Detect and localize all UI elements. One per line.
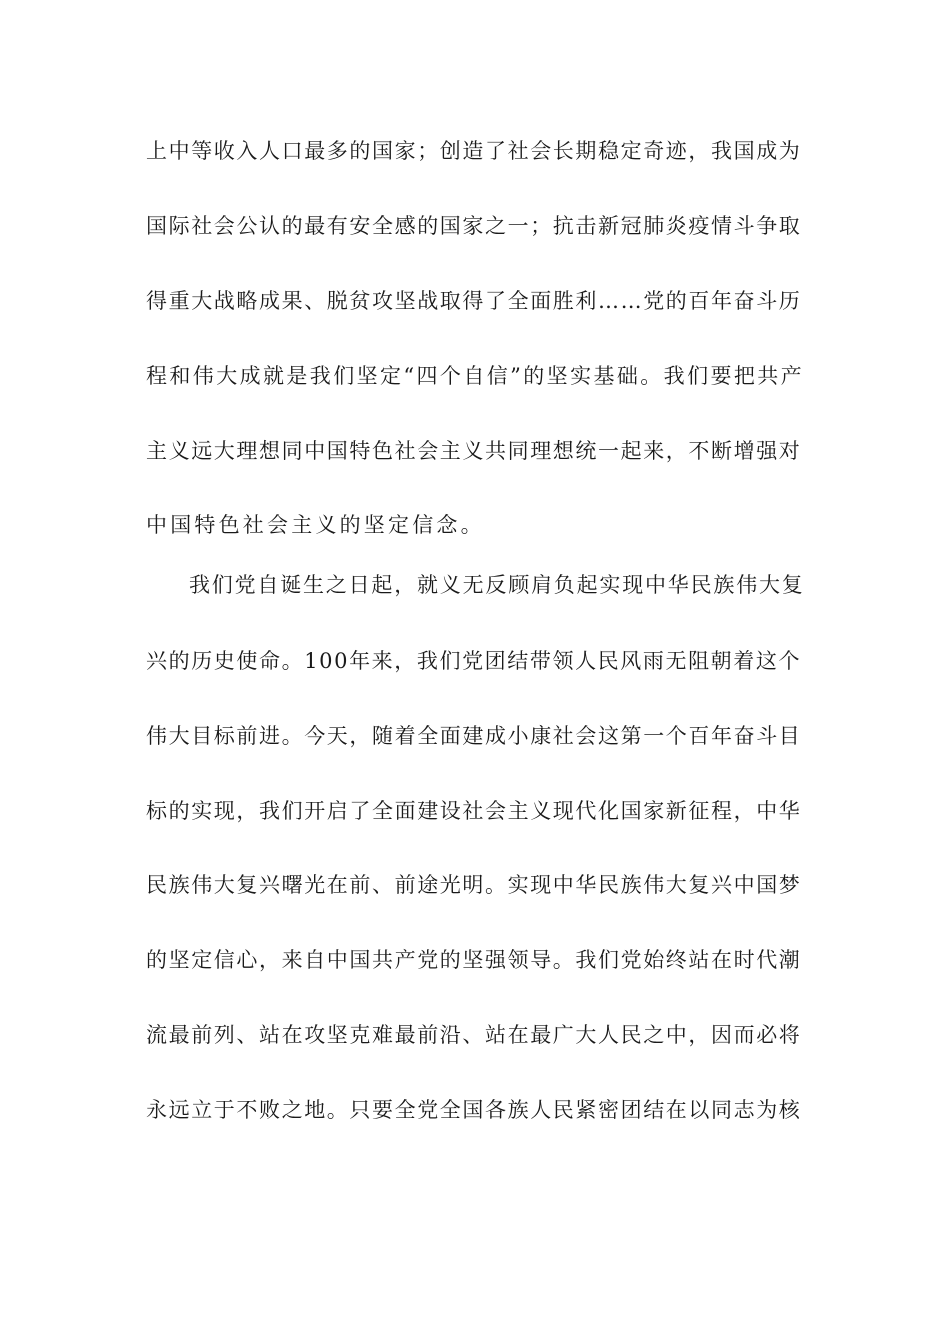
text-line: 标的实现，我们开启了全面建设社会主义现代化国家新征程，中华	[146, 799, 802, 823]
text-line: 中国特色社会主义的坚定信念。	[146, 513, 485, 537]
text-line: 程和伟大成就是我们坚定“四个自信”的坚实基础。我们要把共产	[146, 364, 805, 388]
text-line: 得重大战略成果、脱贫攻坚战取得了全面胜利……党的百年奋斗历	[146, 289, 802, 313]
text-line: 民族伟大复兴曙光在前、前途光明。实现中华民族伟大复兴中国梦	[146, 873, 802, 897]
text-line: 伟大目标前进。今天，随着全面建成小康社会这第一个百年奋斗目	[146, 724, 802, 748]
text-line: 兴的历史使命。100年来，我们党团结带领人民风雨无阻朝着这个	[146, 649, 802, 673]
text-line: 的坚定信心，来自中国共产党的坚强领导。我们党始终站在时代潮	[146, 948, 802, 972]
text-line: 永远立于不败之地。只要全党全国各族人民紧密团结在以同志为核	[146, 1098, 802, 1122]
paragraph-first-line: 我们党自诞生之日起，就义无反顾肩负起实现中华民族伟大复	[189, 573, 805, 597]
text-line: 上中等收入人口最多的国家；创造了社会长期稳定奇迹，我国成为	[146, 139, 802, 163]
text-line: 主义远大理想同中国特色社会主义共同理想统一起来，不断增强对	[146, 439, 802, 463]
text-line: 国际社会公认的最有安全感的国家之一；抗击新冠肺炎疫情斗争取	[146, 214, 802, 238]
text-line: 流最前列、站在攻坚克难最前沿、站在最广大人民之中，因而必将	[146, 1023, 802, 1047]
